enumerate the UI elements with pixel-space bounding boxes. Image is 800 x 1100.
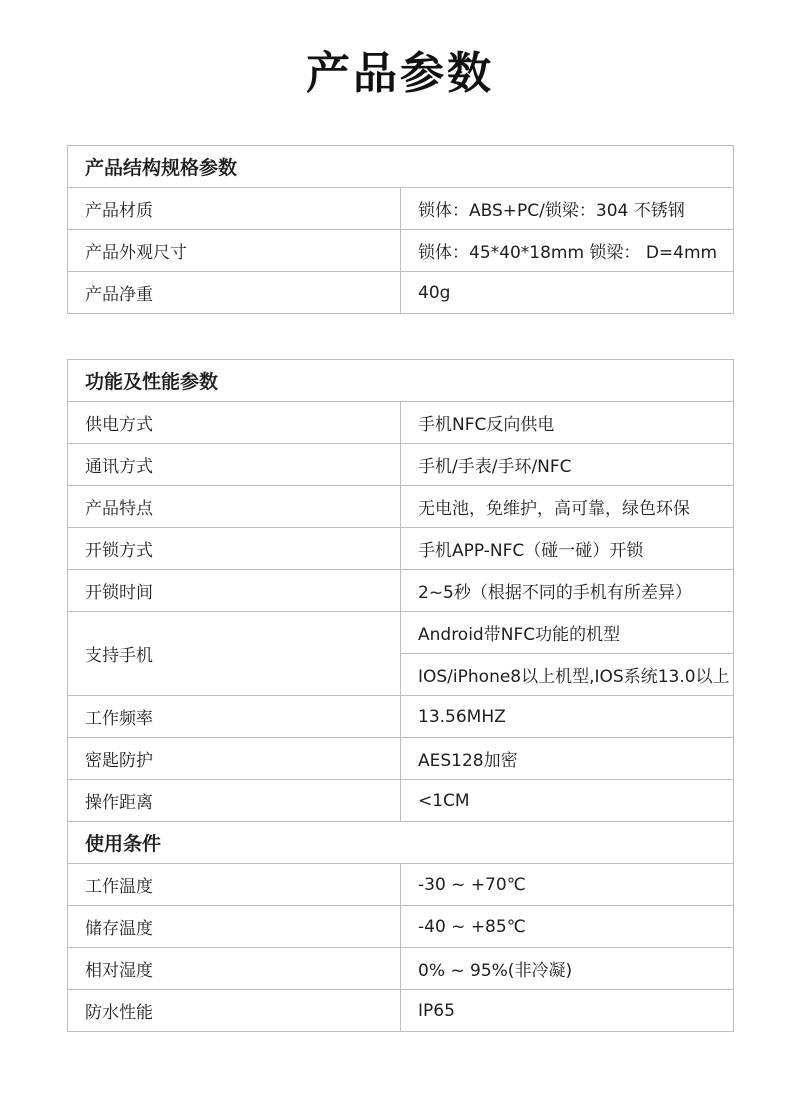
spec-value: 锁体：ABS+PC/锁梁：304 不锈钢 <box>401 188 734 230</box>
spec-key: 工作频率 <box>68 696 401 738</box>
spec-key: 开锁方式 <box>68 528 401 570</box>
spec-row <box>68 612 734 654</box>
spec-value: 锁体：45*40*18mm 锁梁： D=4mm <box>401 230 734 272</box>
structure-spec-table <box>67 145 734 314</box>
spec-value: 2~5秒（根据不同的手机有所差异） <box>401 570 734 612</box>
spec-row <box>68 444 734 486</box>
spec-value: -40 ~ +85℃ <box>401 906 734 948</box>
spec-key: 防水性能 <box>68 990 401 1032</box>
spec-key: 支持手机 <box>68 612 401 696</box>
spec-value: <1CM <box>401 780 734 822</box>
spec-row <box>68 696 734 738</box>
section-heading: 功能及性能参数 <box>68 360 734 402</box>
spec-key: 开锁时间 <box>68 570 401 612</box>
spec-key: 操作距离 <box>68 780 401 822</box>
function-spec-table <box>67 359 734 1032</box>
spec-value: IOS/iPhone8以上机型,IOS系统13.0以上 <box>401 654 734 696</box>
spec-row <box>68 230 734 272</box>
spec-row <box>68 272 734 314</box>
spec-row <box>68 528 734 570</box>
spec-key: 储存温度 <box>68 906 401 948</box>
spec-value: Android带NFC功能的机型 <box>401 612 734 654</box>
section-heading: 使用条件 <box>68 822 734 864</box>
spec-key: 工作温度 <box>68 864 401 906</box>
spec-value: 13.56MHZ <box>401 696 734 738</box>
spec-value: 无电池，免维护，高可靠，绿色环保 <box>401 486 734 528</box>
section-header-row <box>68 360 734 402</box>
spec-key: 产品特点 <box>68 486 401 528</box>
spec-key: 供电方式 <box>68 402 401 444</box>
spec-value: 手机NFC反向供电 <box>401 402 734 444</box>
page-title: 产品参数 <box>306 48 494 99</box>
spec-row <box>68 948 734 990</box>
spec-key: 通讯方式 <box>68 444 401 486</box>
spec-row <box>68 188 734 230</box>
spec-row <box>68 570 734 612</box>
spec-value: AES128加密 <box>401 738 734 780</box>
spec-row <box>68 738 734 780</box>
spec-key: 密匙防护 <box>68 738 401 780</box>
spec-row <box>68 780 734 822</box>
spec-value: 0% ~ 95%(非冷凝) <box>401 948 734 990</box>
spec-row <box>68 906 734 948</box>
section-heading: 产品结构规格参数 <box>68 146 734 188</box>
spec-value: 手机APP-NFC（碰一碰）开锁 <box>401 528 734 570</box>
spec-value: IP65 <box>401 990 734 1032</box>
spec-key: 产品材质 <box>68 188 401 230</box>
spec-row <box>68 486 734 528</box>
section-header-row <box>68 146 734 188</box>
spec-value: 40g <box>401 272 734 314</box>
spec-row <box>68 864 734 906</box>
spec-value: -30 ~ +70℃ <box>401 864 734 906</box>
section-header-row <box>68 822 734 864</box>
spec-key: 产品外观尺寸 <box>68 230 401 272</box>
spec-value: 手机/手表/手环/NFC <box>401 444 734 486</box>
spec-row <box>68 990 734 1032</box>
spec-key: 产品净重 <box>68 272 401 314</box>
spec-row <box>68 402 734 444</box>
spec-key: 相对湿度 <box>68 948 401 990</box>
